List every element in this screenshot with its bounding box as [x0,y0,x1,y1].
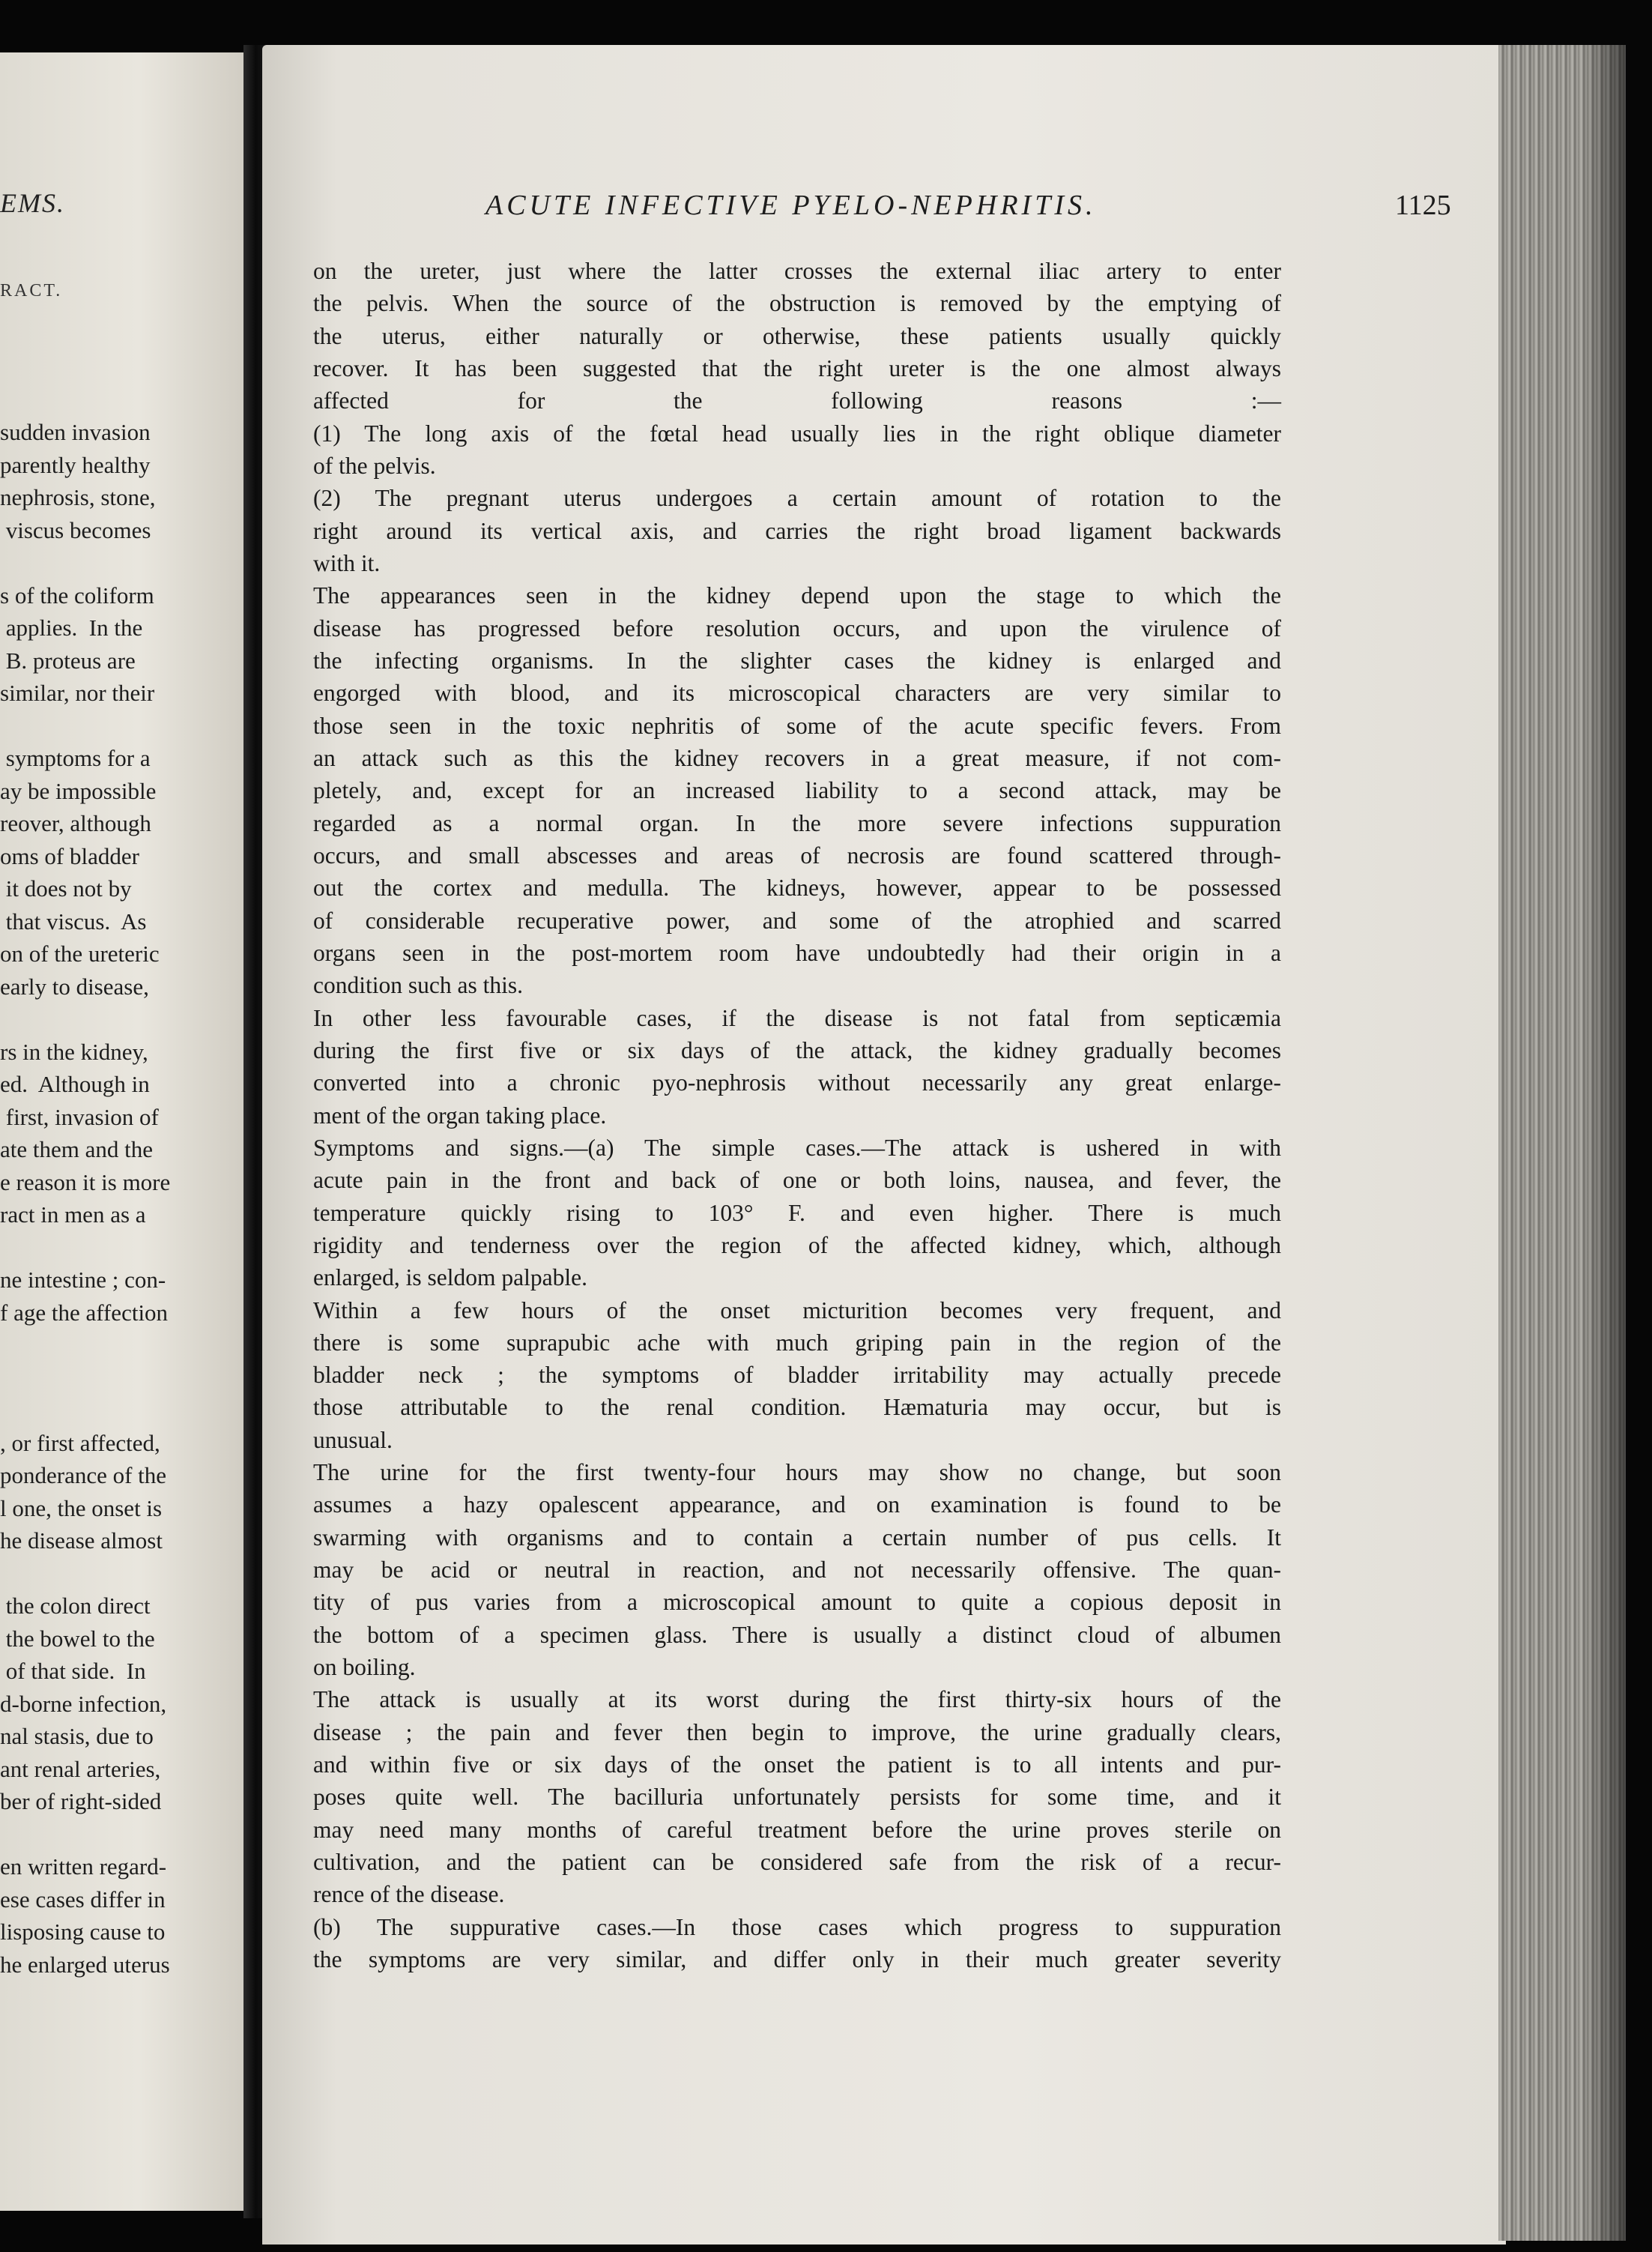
left-text-line: ay be impossible [0,777,157,804]
left-text-line [0,1329,170,1362]
text-line: the pelvis. When the source of the obstruction is removed by the emptying of [313,290,1281,317]
left-text-line: en written regard- [0,1853,167,1880]
text-line: swarming with organisms and to contain a certain number of pus cells. It [313,1524,1281,1551]
left-text-line: he enlarged uterus [0,1951,170,1978]
text-line: disease has progressed before resolution occurs, and upon the virulence of [313,615,1281,642]
text-line: of the pelvis. [313,452,436,479]
left-text-line [0,1557,170,1590]
left-text-line: ract in men as a [0,1201,146,1228]
left-text-line: f age the affection [0,1299,169,1326]
text-line: assumes a hazy opalescent appearance, and on examination is found to be [313,1491,1281,1518]
left-text-line: l one, the onset is [0,1494,163,1521]
text-line: occurs, and small abscesses and areas of necrosis are found scattered through- [313,842,1281,869]
left-text-line: symptoms for a [0,745,151,771]
text-line: the infecting organisms. In the slighter cases the kidney is enlarged and [313,647,1281,674]
page-number: 1125 [1395,190,1451,221]
text-line: recover. It has been suggested that the right ureter is the one almost always [313,354,1281,381]
text-line: organs seen in the post-mortem room have undoubtedly had their origin in a [313,939,1281,966]
text-line: the symptoms are very similar, and differ only in their much greater severity [313,1946,1281,1973]
left-text-line [0,1003,170,1036]
text-line: the uterus, either naturally or otherwise, these patients usually quickly [313,322,1281,349]
text-line: enlarged, is seldom palpable. [313,1264,587,1291]
text-line: rigidity and tenderness over the region of the affected kidney, which, although [313,1231,1281,1258]
left-text-line: applies. In the [0,615,143,641]
text-line: those attributable to the renal condition. Hæmaturia may occur, but is [313,1394,1281,1421]
left-text-line: ese cases differ in [0,1886,166,1913]
text-line: right around its vertical axis, and carries the right broad ligament backwards [313,517,1281,544]
text-line: bladder neck ; the symptoms of bladder irritability may actually precede [313,1362,1281,1389]
text-line: may need many months of careful treatment before the urine proves sterile on [313,1816,1281,1843]
text-line: temperature quickly rising to 103° F. and even higher. There is much [313,1199,1281,1226]
left-text-line: rs in the kidney, [0,1038,148,1065]
text-line: on the ureter, just where the latter crosses the external iliac artery to enter [313,258,1281,284]
left-text-line: he disease almost [0,1527,163,1554]
text-line: The urine for the first twenty-four hours may show no change, but soon [313,1459,1281,1486]
left-text-line: viscus becomes [0,516,151,543]
left-text-line: parently healthy [0,451,151,478]
left-text-line: ne intestine ; con- [0,1267,166,1293]
text-line: unusual. [313,1426,393,1453]
text-line: affected for the following reasons :— [313,387,1281,414]
left-text-line: the bowel to the [0,1625,155,1652]
left-text-line: sudden invasion [0,419,151,445]
text-line: (b) The suppurative cases.—In those cases which progress to suppuration [313,1913,1281,1940]
text-line: The appearances seen in the kidney depend upon the stage to which the [313,582,1281,609]
text-line: In other less favourable cases, if the disease is not fatal from septicæmia [313,1004,1281,1031]
left-text-line: reover, although [0,810,151,836]
left-text-line: ant renal arteries, [0,1755,161,1782]
body-text [313,255,1281,1975]
left-text-line: nal stasis, due to [0,1723,154,1749]
text-line: pletely, and, except for an increased liability to a second attack, may be [313,777,1281,804]
left-text-line: oms of bladder [0,842,139,869]
left-text-line [0,1231,170,1264]
left-running-head: EMS. [0,188,65,218]
text-line: during the first five or six days of the attack, the kidney gradually becomes [313,1036,1281,1063]
left-text-line: of that side. In [0,1658,146,1684]
text-line: tity of pus varies from a microscopical amount to quite a copious deposit in [313,1589,1281,1616]
text-line: acute pain in the front and back of one or both loins, nausea, and fever, the [313,1167,1281,1194]
left-text-line [0,546,170,579]
left-text-line [0,1362,170,1395]
text-line: engorged with blood, and its microscopical characters are very similar to [313,680,1281,707]
left-text-line: e reason it is more [0,1168,171,1195]
page-edges [1498,45,1626,2241]
left-text-line: that viscus. As [0,908,147,935]
left-text-line: ed. Although in [0,1071,150,1097]
text-line: disease ; the pain and fever then begin to improve, the urine gradually clears, [313,1718,1281,1745]
left-text-line: s of the coliform [0,582,154,609]
text-line: on boiling. [313,1654,416,1681]
left-text-line: ponderance of the [0,1462,167,1488]
left-page-text [0,416,170,1981]
text-line: cultivation, and the patient can be considered safe from the risk of a recur- [313,1849,1281,1876]
left-text-line [0,1394,170,1427]
text-line: those seen in the toxic nephritis of some of the acute specific fevers. From [313,712,1281,739]
text-line: there is some suprapubic ache with much griping pain in the region of the [313,1329,1281,1356]
left-text-line: similar, nor their [0,680,155,706]
left-text-line: , or first affected, [0,1429,160,1456]
left-text-line: d-borne infection, [0,1690,167,1717]
left-page [0,52,253,2211]
left-text-line: the colon direct [0,1593,151,1619]
text-line: ment of the organ taking place. [313,1102,607,1129]
left-text-line: B. proteus are [0,647,136,674]
text-line: rence of the disease. [313,1881,505,1908]
left-text-line: first, invasion of [0,1103,159,1130]
text-line: The attack is usually at its worst during the first thirty-six hours of the [313,1686,1281,1713]
left-text-line: it does not by [0,875,132,902]
left-text-line: early to disease, [0,973,149,1000]
text-line: poses quite well. The bacilluria unfortunately persists for some time, and it [313,1784,1281,1811]
running-head-title: ACUTE INFECTIVE PYELO-NEPHRITIS. [485,190,1097,221]
text-line: (1) The long axis of the fœtal head usually lies in the right oblique diameter [313,420,1281,447]
text-line: and within five or six days of the onset the patient is to all intents and pur- [313,1751,1281,1778]
text-line: out the cortex and medulla. The kidneys, however, appear to be possessed [313,875,1281,902]
left-text-line: ber of right-sided [0,1788,162,1814]
text-line: an attack such as this the kidney recovers in a great measure, if not com- [313,744,1281,771]
text-line: Within a few hours of the onset micturition becomes very frequent, and [313,1296,1281,1323]
text-line: condition such as this. [313,972,523,999]
left-subhead: RACT. [0,281,63,301]
text-line: with it. [313,549,381,576]
text-line: (2) The pregnant uterus undergoes a certain amount of rotation to the [313,485,1281,512]
left-text-line: on of the ureteric [0,941,160,967]
left-text-line [0,1818,170,1851]
text-line: the bottom of a specimen glass. There is usually a distinct cloud of albumen [313,1621,1281,1648]
left-text-line [0,710,170,743]
text-line: converted into a chronic pyo-nephrosis without necessarily any great enlarge- [313,1069,1281,1096]
left-text-line: lisposing cause to [0,1919,166,1945]
text-line: may be acid or neutral in reaction, and not necessarily offensive. The quan- [313,1557,1281,1584]
text-line: regarded as a normal organ. In the more severe infections suppuration [313,809,1281,836]
text-line: of considerable recuperative power, and some of the atrophied and scarred [313,907,1281,934]
left-text-line: nephrosis, stone, [0,484,156,510]
text-line: Symptoms and signs.—(a) The simple cases.—The attack is ushered in with [313,1134,1281,1161]
left-text-line: ate them and the [0,1136,153,1162]
